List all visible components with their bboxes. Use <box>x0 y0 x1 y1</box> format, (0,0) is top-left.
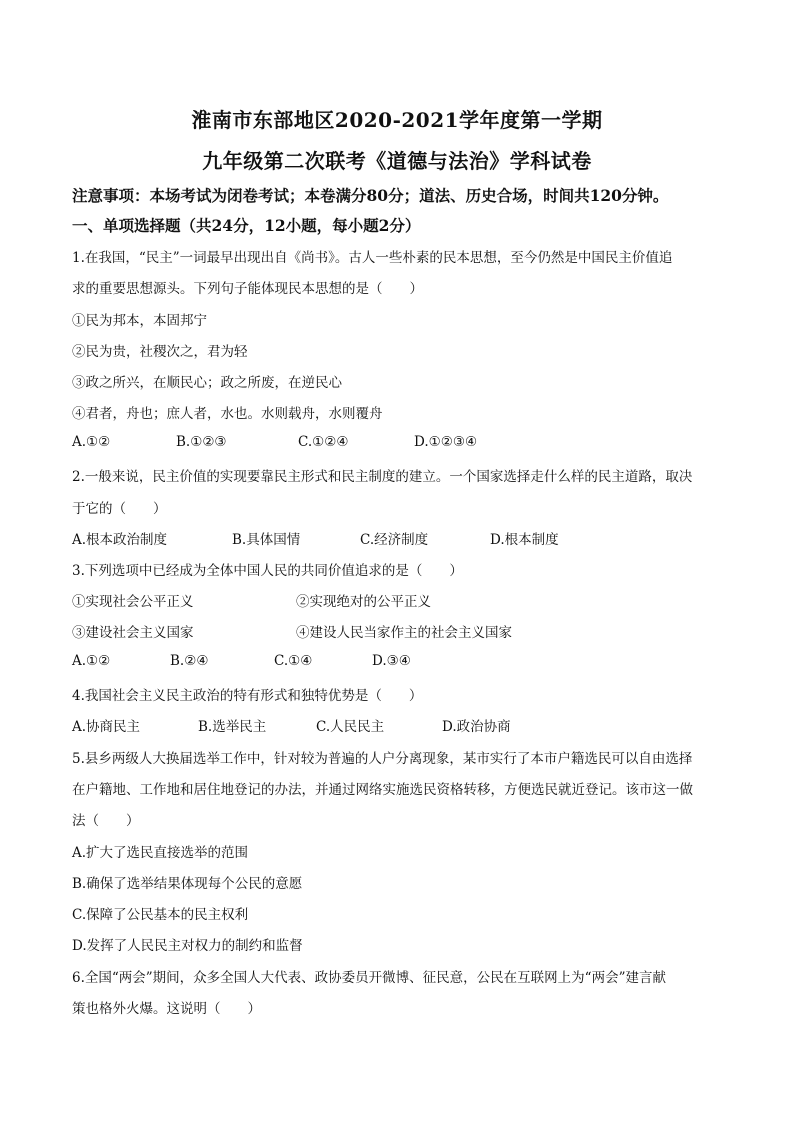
q1-option-c: C.①②④ <box>298 434 349 450</box>
q3-item-3: ③建设社会主义国家 <box>72 625 194 641</box>
q3-option-c: C.①④ <box>274 653 313 669</box>
q6-stem-line1: 6.全国“两会”期间，众多全国人大代表、政协委员开微博、征民意，公民在互联网上为“两会”建言献 <box>72 970 666 986</box>
q5-option-d: D.发挥了人民民主对权力的制约和监督 <box>72 938 303 954</box>
q1-stem-line2: 求的重要思想源头。下列句子能体现民本思想的是（ ） <box>72 281 423 297</box>
q4-option-a: A.协商民主 <box>72 719 141 735</box>
q1-stem-line1: 1.在我国，“民主”一词最早出现出自《尚书》。古人一些朴素的民本思想，至今仍然是中国民主价值追 <box>72 250 673 266</box>
q4-stem-line1: 4.我国社会主义民主政治的特有形式和独特优势是（ ） <box>72 688 423 704</box>
q2-stem-line1: 2.一般来说，民主价值的实现要靠民主形式和民主制度的建立。一个国家选择走什么样的民主道路，取决 <box>72 469 693 485</box>
q1-item-4: ④君者，舟也；庶人者，水也。水则载舟，水则覆舟 <box>72 406 383 422</box>
q2-option-c: C.经济制度 <box>360 532 429 548</box>
q3-option-d: D.③④ <box>372 653 411 669</box>
q2-option-b: B.具体国情 <box>232 532 301 548</box>
q3-option-a: A.①② <box>72 653 111 669</box>
q5-option-b: B.确保了选举结果体现每个公民的意愿 <box>72 876 303 892</box>
q3-item-1: ①实现社会公平正义 <box>72 594 194 610</box>
q3-stem-line1: 3.下列选项中已经成为全体中国人民的共同价值追求的是（ ） <box>72 563 463 579</box>
q5-stem-line2: 在户籍地、工作地和居住地登记的办法，并通过网络实施选民资格转移，方便选民就近登记。该市这一做 <box>72 782 693 798</box>
q1-item-3: ③政之所兴，在顺民心；政之所废，在逆民心 <box>72 375 342 391</box>
exam-title-line2: 九年级第二次联考《道德与法治》学科试卷 <box>202 149 592 173</box>
q3-option-b: B.②④ <box>170 653 209 669</box>
exam-notice: 注意事项：本场考试为闭卷考试；本卷满分80分；道法、历史合场，时间共120分钟。 <box>72 186 669 205</box>
exam-title-line1: 淮南市东部地区2020-2021学年度第一学期 <box>191 108 603 132</box>
q1-option-a: A.①② <box>72 434 111 450</box>
q1-item-1: ①民为邦本，本固邦宁 <box>72 313 207 329</box>
q4-option-d: D.政治协商 <box>442 719 511 735</box>
section-heading: 一、单项选择题（共24分，12小题，每小题2分） <box>72 216 421 235</box>
q1-option-d: D.①②③④ <box>414 434 478 450</box>
q1-item-2: ②民为贵，社稷次之，君为轻 <box>72 344 248 360</box>
q2-option-d: D.根本制度 <box>490 532 559 548</box>
q4-option-c: C.人民民主 <box>316 719 385 735</box>
q4-option-b: B.选举民主 <box>198 719 267 735</box>
q3-item-2: ②实现绝对的公平正义 <box>296 594 431 610</box>
q5-stem-line1: 5.县乡两级人大换届选举工作中，针对较为普遍的人户分离现象，某市实行了本市户籍选民可以自由选择 <box>72 751 693 767</box>
q5-stem-line3: 法（ ） <box>72 813 140 829</box>
q6-stem-line2: 策也格外火爆。这说明（ ） <box>72 1001 261 1017</box>
q1-option-b: B.①②③ <box>176 434 227 450</box>
q3-item-4: ④建设人民当家作主的社会主义国家 <box>296 625 512 641</box>
q2-stem-line2: 于它的（ ） <box>72 501 167 517</box>
q2-option-a: A.根本政治制度 <box>72 532 168 548</box>
q5-option-c: C.保障了公民基本的民主权利 <box>72 907 249 923</box>
q5-option-a: A.扩大了选民直接选举的范围 <box>72 845 249 861</box>
